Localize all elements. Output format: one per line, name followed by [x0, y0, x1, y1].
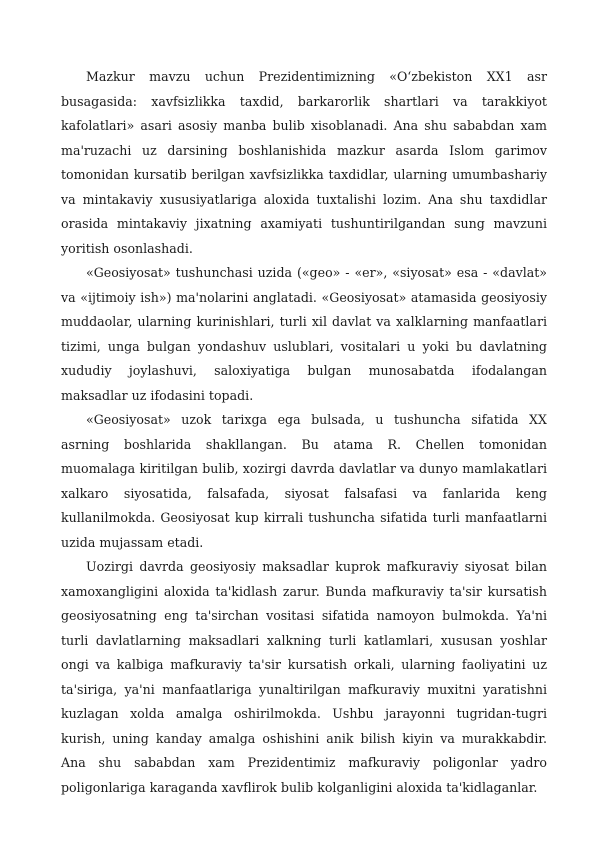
paragraph-1: Mazkur mavzu uchun Prezidentimizning «O‘zbekiston XX1 asr busagasida: xavfsizlikka taxdid, barkarorlik shartlari va tarakkiyot kafolatlari» asari asosiy manba bulib xisoblanadi. Ana shu sababdan xam ma'ruzachi uz darsining boshlanishida mazkur asarda Islom garimov tomonidan kursatib berilgan xavfsizlikka taxdidlar, ularning umumbashariy va mintakaviy xususiyatlariga aloxida tuxtalishi lozim. Ana shu taxdidlar orasida mintakaviy jixatning axamiyati tushuntirilgandan sung mavzuni yoritish osonlashadi. — [61, 69, 547, 256]
paragraph-3: «Geosiyosat» uzok tarixga ega bulsada, u tushuncha sifatida XX asrning boshlarida shakllangan. Bu atama R. Chellen tomonidan muomalaga kiritilgan bulib, xozirgi davrda davlatlar va dunyo mamlakatlari xalkaro siyosatida, falsafada, siyosat falsafasi va fanlarida keng kullanilmokda. Geosiyosat kup kirrali tushuncha sifatida turli manfaatlarni uzida mujassam etadi. — [61, 412, 547, 550]
paragraph-2: «Geosiyosat» tushunchasi uzida («geo» - «er», «siyosat» esa - «davlat» va «ijtimoiy ish») ma'nolarini anglatadi. «Geosiyosat» atamasida geosiyosiy muddaolar, ularning kurinishlari, turli xil davlat va xalklarning manfaatlari tizimi, unga bulgan yondashuv uslublari, vositalari u yoki bu davlatning xududiy joylashuvi, saloxiyatiga bulgan munosabatda ifodalangan maksadlar uz ifodasini topadi. — [61, 265, 547, 403]
body-text — [61, 65, 547, 800]
paragraph-4: Uozirgi davrda geosiyosiy maksadlar kuprok mafkuraviy siyosat bilan xamoxangligini aloxida ta'kidlash zarur. Bunda mafkuraviy ta'sir kursatish geosiyosatning eng ta'sirchan vositasi sifatida namoyon bulmokda. Ya'ni turli davlatlarning maksadlari xalkning turli katlamlari, xususan yoshlar ongi va kalbiga mafkuraviy ta'sir kursatish orkali, ularning faoliyatini uz ta'siriga, ya'ni manfaatlariga yunaltirilgan mafkuraviy muxitni yaratishni kuzlagan xolda amalga oshirilmokda. Ushbu jarayonni tugridan-tugri kurish, uning kanday amalga oshishini anik bilish kiyin va murakkabdir. Ana shu sababdan xam Prezidentimiz mafkuraviy poligonlar yadro poligonlariga karaganda xavflirok bulib kolganligini aloxida ta'kidlaganlar. — [61, 559, 547, 795]
